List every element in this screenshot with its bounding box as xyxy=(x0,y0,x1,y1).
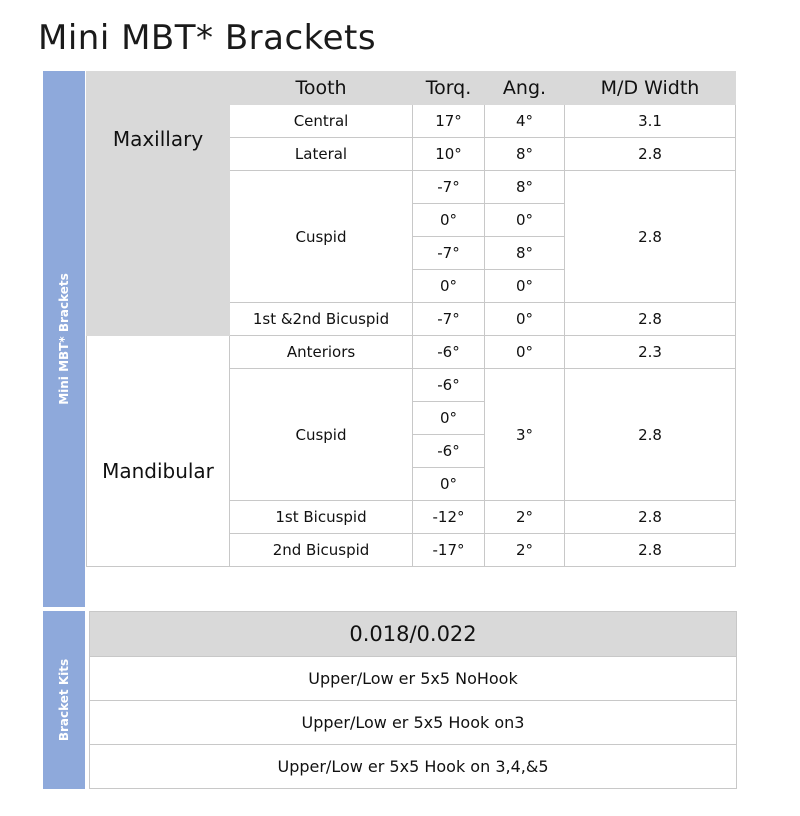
angulation-cell: 0° xyxy=(485,270,565,303)
tooth-cell: Lateral xyxy=(230,138,413,171)
kit-row xyxy=(90,701,737,745)
tooth-cell: 1st &2nd Bicuspid xyxy=(230,303,413,336)
tooth-cell: Cuspid xyxy=(230,369,413,501)
torque-cell: 17° xyxy=(413,105,485,138)
torque-cell: 0° xyxy=(413,270,485,303)
kit-item: Upper/Low er 5x5 Hook on3 xyxy=(90,701,737,745)
width-cell: 2.8 xyxy=(565,534,736,567)
torque-cell: 0° xyxy=(413,204,485,237)
kits-table xyxy=(89,611,737,789)
width-cell: 2.3 xyxy=(565,336,736,369)
torque-cell: 0° xyxy=(413,468,485,501)
angulation-cell: 0° xyxy=(485,303,565,336)
width-cell: 2.8 xyxy=(565,171,736,303)
torque-cell: -6° xyxy=(413,435,485,468)
side-label-kits: Bracket Kits xyxy=(57,658,71,742)
torque-cell: -7° xyxy=(413,237,485,270)
header-jaw xyxy=(87,72,230,105)
torque-cell: -17° xyxy=(413,534,485,567)
side-bar-kits xyxy=(43,611,85,789)
tooth-cell: 1st Bicuspid xyxy=(230,501,413,534)
angulation-cell: 0° xyxy=(485,204,565,237)
kits-header-row xyxy=(90,612,737,657)
angulation-cell: 8° xyxy=(485,237,565,270)
side-label-brackets: Mini MBT* Brackets xyxy=(57,273,71,405)
torque-cell: 10° xyxy=(413,138,485,171)
tooth-cell: Anteriors xyxy=(230,336,413,369)
header-tooth: Tooth xyxy=(230,72,413,105)
tooth-cell: Cuspid xyxy=(230,171,413,303)
jaw-label-mandibular: Mandibular xyxy=(87,336,230,567)
tooth-cell: 2nd Bicuspid xyxy=(230,534,413,567)
torque-cell: -6° xyxy=(413,336,485,369)
table-row xyxy=(87,336,736,369)
torque-cell: -6° xyxy=(413,369,485,402)
torque-cell: 0° xyxy=(413,402,485,435)
table-row xyxy=(87,105,736,138)
header-torque: Torq. xyxy=(413,72,485,105)
width-cell: 2.8 xyxy=(565,369,736,501)
torque-cell: -12° xyxy=(413,501,485,534)
kit-item: Upper/Low er 5x5 NoHook xyxy=(90,657,737,701)
angulation-cell: 8° xyxy=(485,171,565,204)
tooth-cell: Central xyxy=(230,105,413,138)
side-bar-brackets xyxy=(43,71,85,607)
torque-cell: -7° xyxy=(413,171,485,204)
header-angulation: Ang. xyxy=(485,72,565,105)
header-md-width: M/D Width xyxy=(565,72,736,105)
torque-cell: -7° xyxy=(413,303,485,336)
width-cell: 3.1 xyxy=(565,105,736,138)
angulation-cell: 0° xyxy=(485,336,565,369)
kit-row xyxy=(90,745,737,789)
angulation-cell: 2° xyxy=(485,501,565,534)
page-title: Mini MBT* Brackets xyxy=(38,18,377,58)
table-header-row xyxy=(87,72,736,105)
kits-header: 0.018/0.022 xyxy=(90,612,737,657)
kit-row xyxy=(90,657,737,701)
kit-item: Upper/Low er 5x5 Hook on 3,4,&5 xyxy=(90,745,737,789)
width-cell: 2.8 xyxy=(565,303,736,336)
width-cell: 2.8 xyxy=(565,501,736,534)
angulation-cell: 2° xyxy=(485,534,565,567)
angulation-cell: 8° xyxy=(485,138,565,171)
width-cell: 2.8 xyxy=(565,138,736,171)
angulation-cell: 3° xyxy=(485,369,565,501)
brackets-table xyxy=(86,71,736,567)
angulation-cell: 4° xyxy=(485,105,565,138)
jaw-label-maxillary: Maxillary xyxy=(87,105,230,336)
